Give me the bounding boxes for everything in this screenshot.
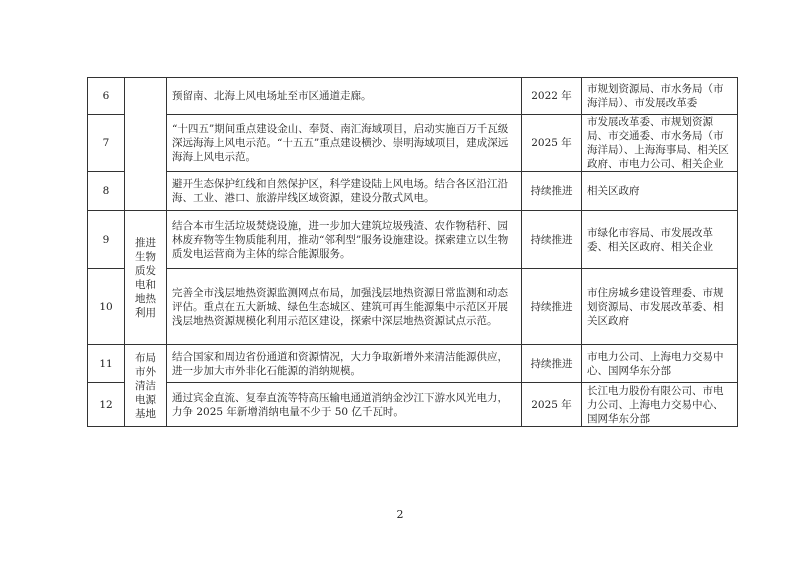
completion-time: 持续推进 [522,269,582,345]
row-number: 6 [88,78,125,115]
table-row [88,115,738,172]
table-row [88,172,738,211]
responsible-department: 市发展改革委、市规划资源局、市交通委、市水务局（市海洋局）、上海海事局、相关区政府、市电力公司、相关企业 [582,115,738,172]
task-description: 结合国家和周边省份通道和资源情况，大力争取新增外来清洁能源供应，进一步加大市外非化石能源的消纳规模。 [167,345,522,383]
measures-table [87,77,738,427]
task-description: 结合本市生活垃圾焚烧设施，进一步加大建筑垃圾残渣、农作物秸秆、园林废弃物等生物质能利用，推动“邻利型”服务设施建设。探索建立以生物质发电运营商为主体的综合能源服务。 [167,211,522,269]
table-row [88,269,738,345]
completion-time: 2025 年 [522,383,582,427]
table-row [88,383,738,427]
row-number: 8 [88,172,125,211]
responsible-department: 长江电力股份有限公司、市电力公司、上海电力交易中心、国网华东分部 [582,383,738,427]
responsible-department: 市电力公司、上海电力交易中心、国网华东分部 [582,345,738,383]
responsible-department: 市住房城乡建设管理委、市规划资源局、市发展改革委、相关区政府 [582,269,738,345]
row-number: 12 [88,383,125,427]
completion-time: 持续推进 [522,172,582,211]
table-row [88,211,738,269]
responsible-department: 相关区政府 [582,172,738,211]
row-number: 11 [88,345,125,383]
row-number: 9 [88,211,125,269]
task-description: 通过宾金直流、复奉直流等特高压输电通道消纳金沙江下游水风光电力，力争 2025 年新增消纳电量不少于 50 亿千瓦时。 [167,383,522,427]
responsible-department: 市绿化市容局、市发展改革委、相关区政府、相关企业 [582,211,738,269]
completion-time: 持续推进 [522,345,582,383]
page-number: 2 [396,508,404,521]
category-label: 布局市外清洁电源基地 [125,345,167,427]
completion-time: 2022 年 [522,78,582,115]
responsible-department: 市规划资源局、市水务局（市海洋局）、市发展改革委 [582,78,738,115]
row-number: 10 [88,269,125,345]
task-description: “十四五”期间重点建设金山、奉贤、南汇海域项目，启动实施百万千瓦级深远海海上风电示范。“十五五”重点建设横沙、崇明海域项目，建成深远海海上风电示范。 [167,115,522,172]
completion-time: 持续推进 [522,211,582,269]
task-description: 避开生态保护红线和自然保护区，科学建设陆上风电场。结合各区沿江沿海、工业、港口、旅游岸线区域资源，建设分散式风电。 [167,172,522,211]
task-description: 预留南、北海上风电场址至市区通道走廊。 [167,78,522,115]
table-row [88,345,738,383]
category-label: 推进生物质发电和地热利用 [125,211,167,345]
table-row [88,78,738,115]
category-cell-continued [125,78,167,211]
completion-time: 2025 年 [522,115,582,172]
task-description: 完善全市浅层地热资源监测网点布局，加强浅层地热资源日常监测和动态评估。重点在五大新城、绿色生态城区、建筑可再生能源集中示范区开展浅层地热资源规模化利用示范区建设，探索中深层地热资源试点示范。 [167,269,522,345]
row-number: 7 [88,115,125,172]
